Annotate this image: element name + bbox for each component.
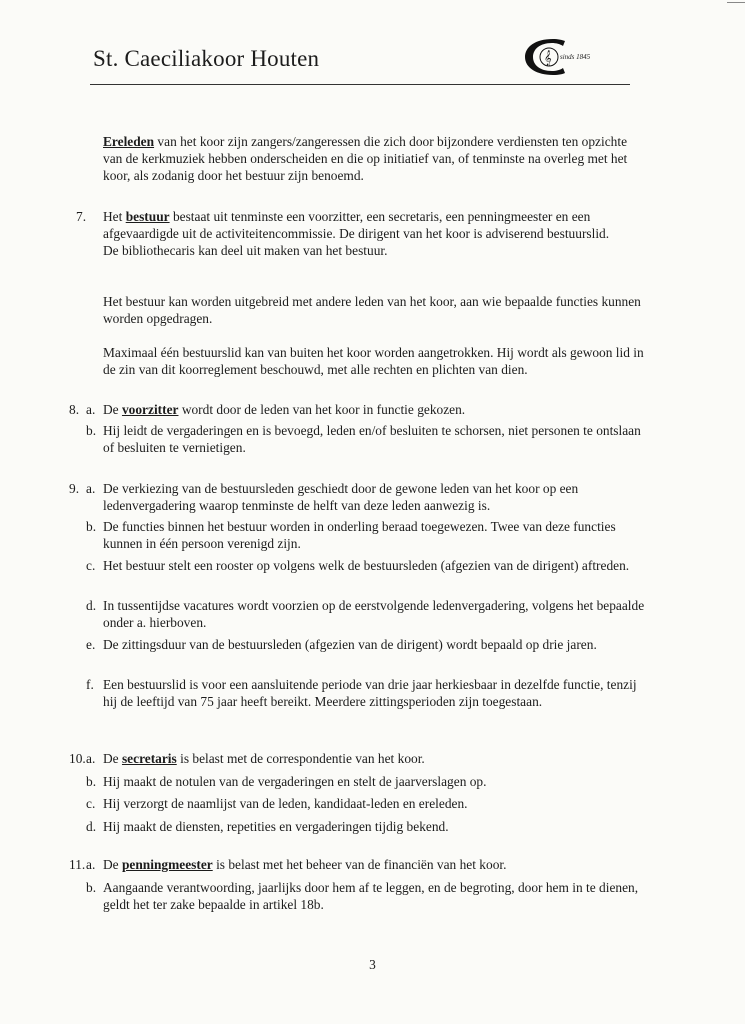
- svg-text:𝄞: 𝄞: [544, 51, 552, 66]
- article-11b-label: b.: [86, 880, 97, 895]
- ereleden-text: van het koor zijn zangers/zangeressen die zich door bijzondere verdiensten ten opzichte van de kerkmuziek hebben onderscheiden en die op initiatief van, of tenminste na overleg met het koor, als zodanig door het bestuur zijn benoemd.: [103, 134, 628, 183]
- article-10d-text: Hij maakt de diensten, repetities en vergaderingen tijdig bekend.: [103, 819, 449, 834]
- article-10a-text: [103, 750, 648, 767]
- article-9d-label: d.: [86, 598, 97, 613]
- article-11-number: 11.: [69, 857, 86, 872]
- article-9f-label: f.: [86, 677, 94, 692]
- article-10-number: 10.: [69, 751, 86, 766]
- article-10b-text: Hij maakt de notulen van de vergaderingen en stelt de jaarverslagen op.: [103, 774, 487, 789]
- article-10d-label: d.: [86, 819, 97, 834]
- article-10a-pre: De: [103, 751, 122, 766]
- article-9-number: 9.: [69, 481, 80, 496]
- scan-edge-mark: [727, 2, 745, 3]
- article-10b-label: b.: [86, 774, 97, 789]
- article-7-line2: De bibliothecaris kan deel uit maken van het bestuur.: [103, 243, 388, 258]
- article-7-pre: Het: [103, 209, 126, 224]
- article-11a-rest: is belast met het beheer van de financiën van het koor.: [212, 857, 507, 872]
- article-9a-text: De verkiezing van de bestuursleden geschiedt door de gewone leden van het koor op een ledenvergadering waarop tenminste de helft van deze leden aanwezig is.: [103, 481, 579, 513]
- article-10a-rest: is belast met de correspondentie van het koor.: [176, 751, 425, 766]
- article-7-number: 7.: [76, 209, 87, 224]
- ereleden-term: Ereleden: [103, 134, 155, 149]
- header-divider: [90, 84, 630, 85]
- article-9c-label: c.: [86, 558, 96, 573]
- article-9b-label: b.: [86, 519, 97, 534]
- article-10a-label: a.: [86, 751, 96, 766]
- article-9c-text: Het bestuur stelt een rooster op volgens welk de bestuursleden (afgezien van de dirigent) aftreden.: [103, 558, 630, 573]
- article-9e-label: e.: [86, 637, 96, 652]
- article-8b-label: b.: [86, 423, 97, 438]
- article-11b-text: Aangaande verantwoording, jaarlijks door hem af te leggen, en de begroting, door hem in te dienen, geldt het ter zake bepaalde in artikel 18b.: [103, 880, 639, 912]
- article-7-text: bestaat uit tenminste een voorzitter, een secretaris, een penningmeester en een afgevaardigde uit de activiteitencommissie. De dirigent van het koor is adviserend bestuurslid.: [103, 209, 610, 241]
- ereleden-paragraph: [103, 133, 648, 184]
- secretaris-term: secretaris: [121, 751, 177, 766]
- bestuur-term: bestuur: [125, 209, 170, 224]
- article-11a-pre: De: [103, 857, 122, 872]
- article-8a-text: [103, 401, 648, 418]
- article-9b-text: De functies binnen het bestuur worden in onderling beraad toegewezen. Twee van deze functies kunnen in één persoon verenigd zijn.: [103, 519, 616, 551]
- voorzitter-term: voorzitter: [121, 402, 179, 417]
- article-10c-label: c.: [86, 796, 96, 811]
- article-9d-text: In tussentijdse vacatures wordt voorzien op de eerstvolgende ledenvergadering, volgens het bepaalde onder a. hierboven.: [103, 598, 645, 630]
- article-8a-pre: De: [103, 402, 122, 417]
- page-number: 3: [369, 957, 376, 972]
- article-8b-text: Hij leidt de vergaderingen en is bevoegd, leden en/of besluiten te schorsen, niet personen te ontslaan of besluiten te vernietigen.: [103, 423, 641, 455]
- article-9a-label: a.: [86, 481, 96, 496]
- article-7-para2: Het bestuur kan worden uitgebreid met andere leden van het koor, aan wie bepaalde functies kunnen worden opgedragen.: [103, 294, 641, 326]
- article-8a-rest: wordt door de leden van het koor in functie gekozen.: [178, 402, 466, 417]
- article-7-paragraph: [103, 208, 648, 259]
- article-8-number: 8.: [69, 402, 80, 417]
- article-11a-label: a.: [86, 857, 96, 872]
- article-9f-text: Een bestuurslid is voor een aansluitende periode van drie jaar herkiesbaar in dezelfde functie, tenzij hij de leeftijd van 75 jaar heeft bereikt. Meerdere zittingsperioden zijn toegestaan.: [103, 677, 637, 709]
- article-9e-text: De zittingsduur van de bestuursleden (afgezien van de dirigent) wordt bepaald op drie jaren.: [103, 637, 597, 652]
- penningmeester-term: penningmeester: [121, 857, 213, 872]
- article-10c-text: Hij verzorgt de naamlijst van de leden, kandidaat-leden en ereleden.: [103, 796, 468, 811]
- article-7-para3: Maximaal één bestuurslid kan van buiten het koor worden aangetrokken. Hij wordt als gewoon lid in de zin van dit koorreglement beschouwd, met alle rechten en plichten van dien.: [103, 345, 644, 377]
- article-11a-text: [103, 856, 648, 873]
- logo-since-text: sinds 1845: [560, 53, 591, 61]
- page-header-title: St. Caeciliakoor Houten: [93, 46, 320, 71]
- article-8a-label: a.: [86, 402, 96, 417]
